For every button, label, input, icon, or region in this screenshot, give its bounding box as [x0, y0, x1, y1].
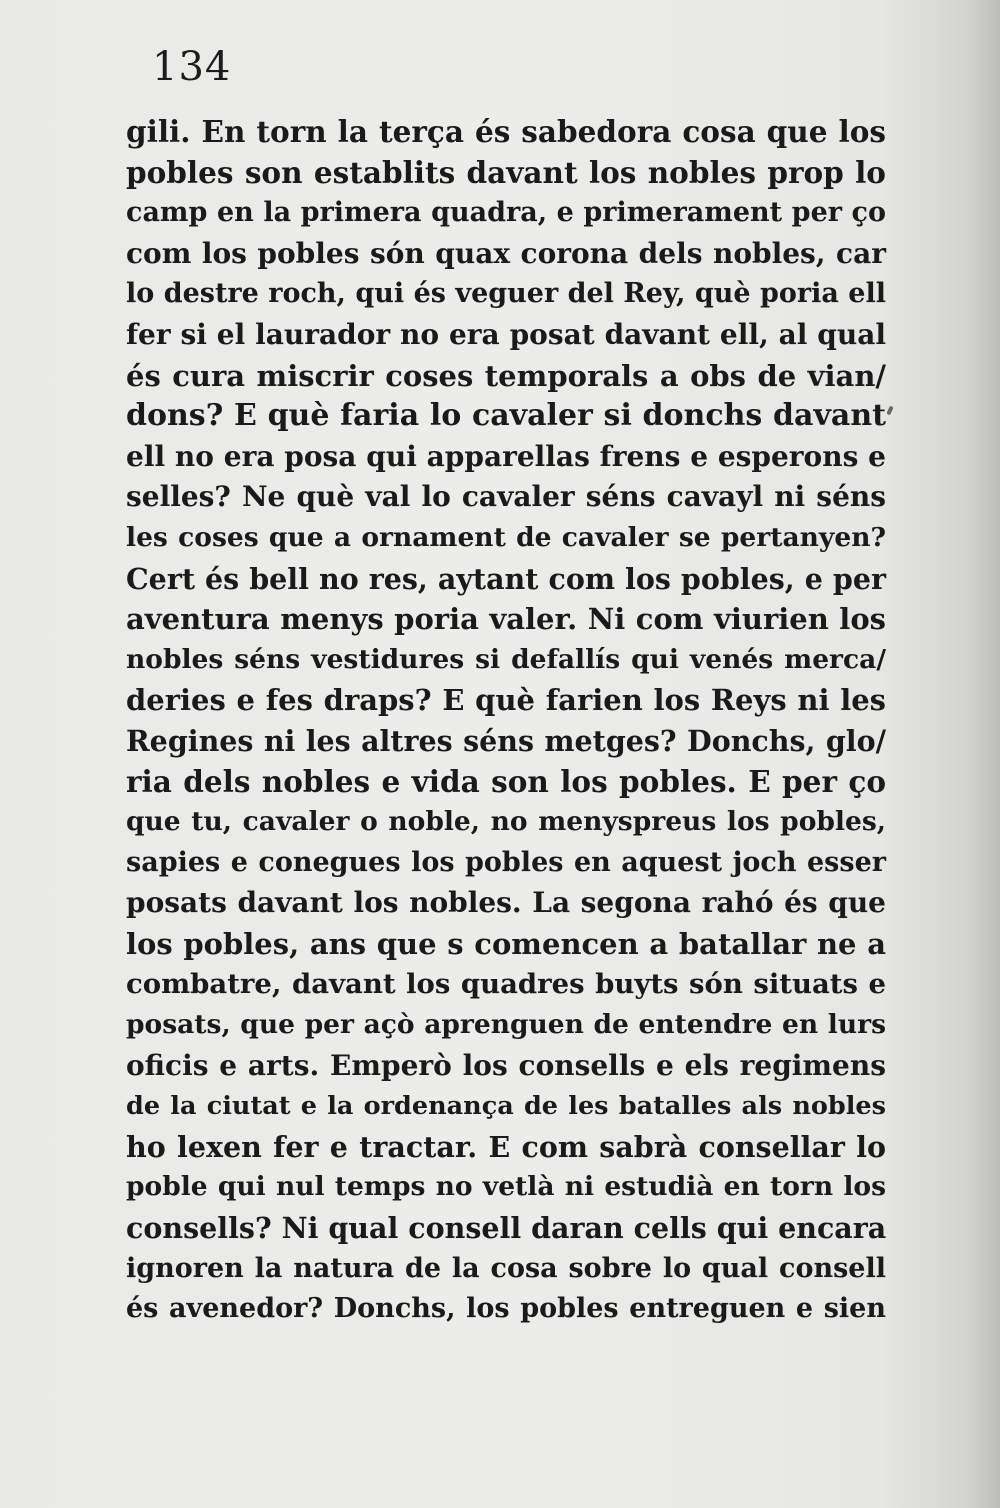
text-line: és avenedor? Donchs, los pobles entreguen e sien	[126, 1293, 886, 1325]
body-text	[126, 112, 886, 1330]
page-number: 134	[152, 44, 232, 90]
paper-speck	[886, 406, 893, 416]
text-line: combatre, davant los quadres buyts són situats e	[126, 968, 886, 1001]
text-line: ell no era posa qui apparellas frens e esperons e	[126, 439, 886, 473]
text-line: posats davant los nobles. La segona rahó és que	[126, 886, 886, 920]
text-line: selles? Ne què val lo cavaler séns cavayl ni séns	[126, 480, 886, 514]
text-line: poble qui nul temps no vetlà ni estudià en torn los	[126, 1171, 886, 1203]
text-line: ho lexen fer e tractar. E com sabrà consellar lo	[126, 1129, 886, 1164]
text-line: lo destre roch, qui és veguer del Rey, què poria ell	[126, 278, 886, 310]
text-line: los pobles, ans que s comencen a batallar ne a	[126, 926, 886, 961]
text-line: camp en la primera quadra, e primerament per ço	[126, 197, 886, 229]
text-line: que tu, cavaler o noble, no menyspreus los pobles,	[126, 806, 886, 838]
text-line: com los pobles són quax corona dels nobles, car	[126, 236, 886, 270]
text-line: sapies e conegues los pobles en aquest joch esser	[126, 846, 886, 878]
text-line: és cura miscrir coses temporals a obs de vian/	[126, 358, 886, 393]
text-line: pobles son establits davant los nobles prop lo	[126, 154, 886, 190]
text-line: Regines ni les altres séns metges? Donchs, glo/	[126, 723, 886, 758]
text-line: nobles séns vestidures si defallís qui venés merca/	[126, 643, 886, 675]
text-line: aventura menys poria valer. Ni com viurien los	[126, 602, 886, 637]
text-line: deries e fes draps? E què farien los Reys ni les	[126, 683, 886, 718]
text-line: posats, que per açò aprenguen de entendre en lurs	[126, 1009, 886, 1041]
text-line: ria dels nobles e vida son los pobles. E per ço	[126, 763, 886, 799]
text-line: oficis e arts. Emperò los consells e els regimens	[126, 1048, 886, 1082]
text-line: dons? E què faria lo cavaler si donchs davant	[126, 398, 886, 434]
text-line: ignoren la natura de la cosa sobre lo qual consell	[126, 1252, 886, 1284]
text-line: fer si el laurador no era posat davant ell, al qual	[126, 317, 886, 351]
text-line: consells? Ni qual consell daran cells qui encara	[126, 1211, 887, 1246]
text-line: de la ciutat e la ordenança de les batalles als nobles	[126, 1091, 886, 1122]
text-line: gili. En torn la terça és sabedora cosa que los	[126, 114, 886, 149]
text-line: les coses que a ornament de cavaler se pertanyen?	[126, 521, 886, 553]
text-line: Cert és bell no res, aytant com los pobles, e per	[126, 561, 886, 596]
